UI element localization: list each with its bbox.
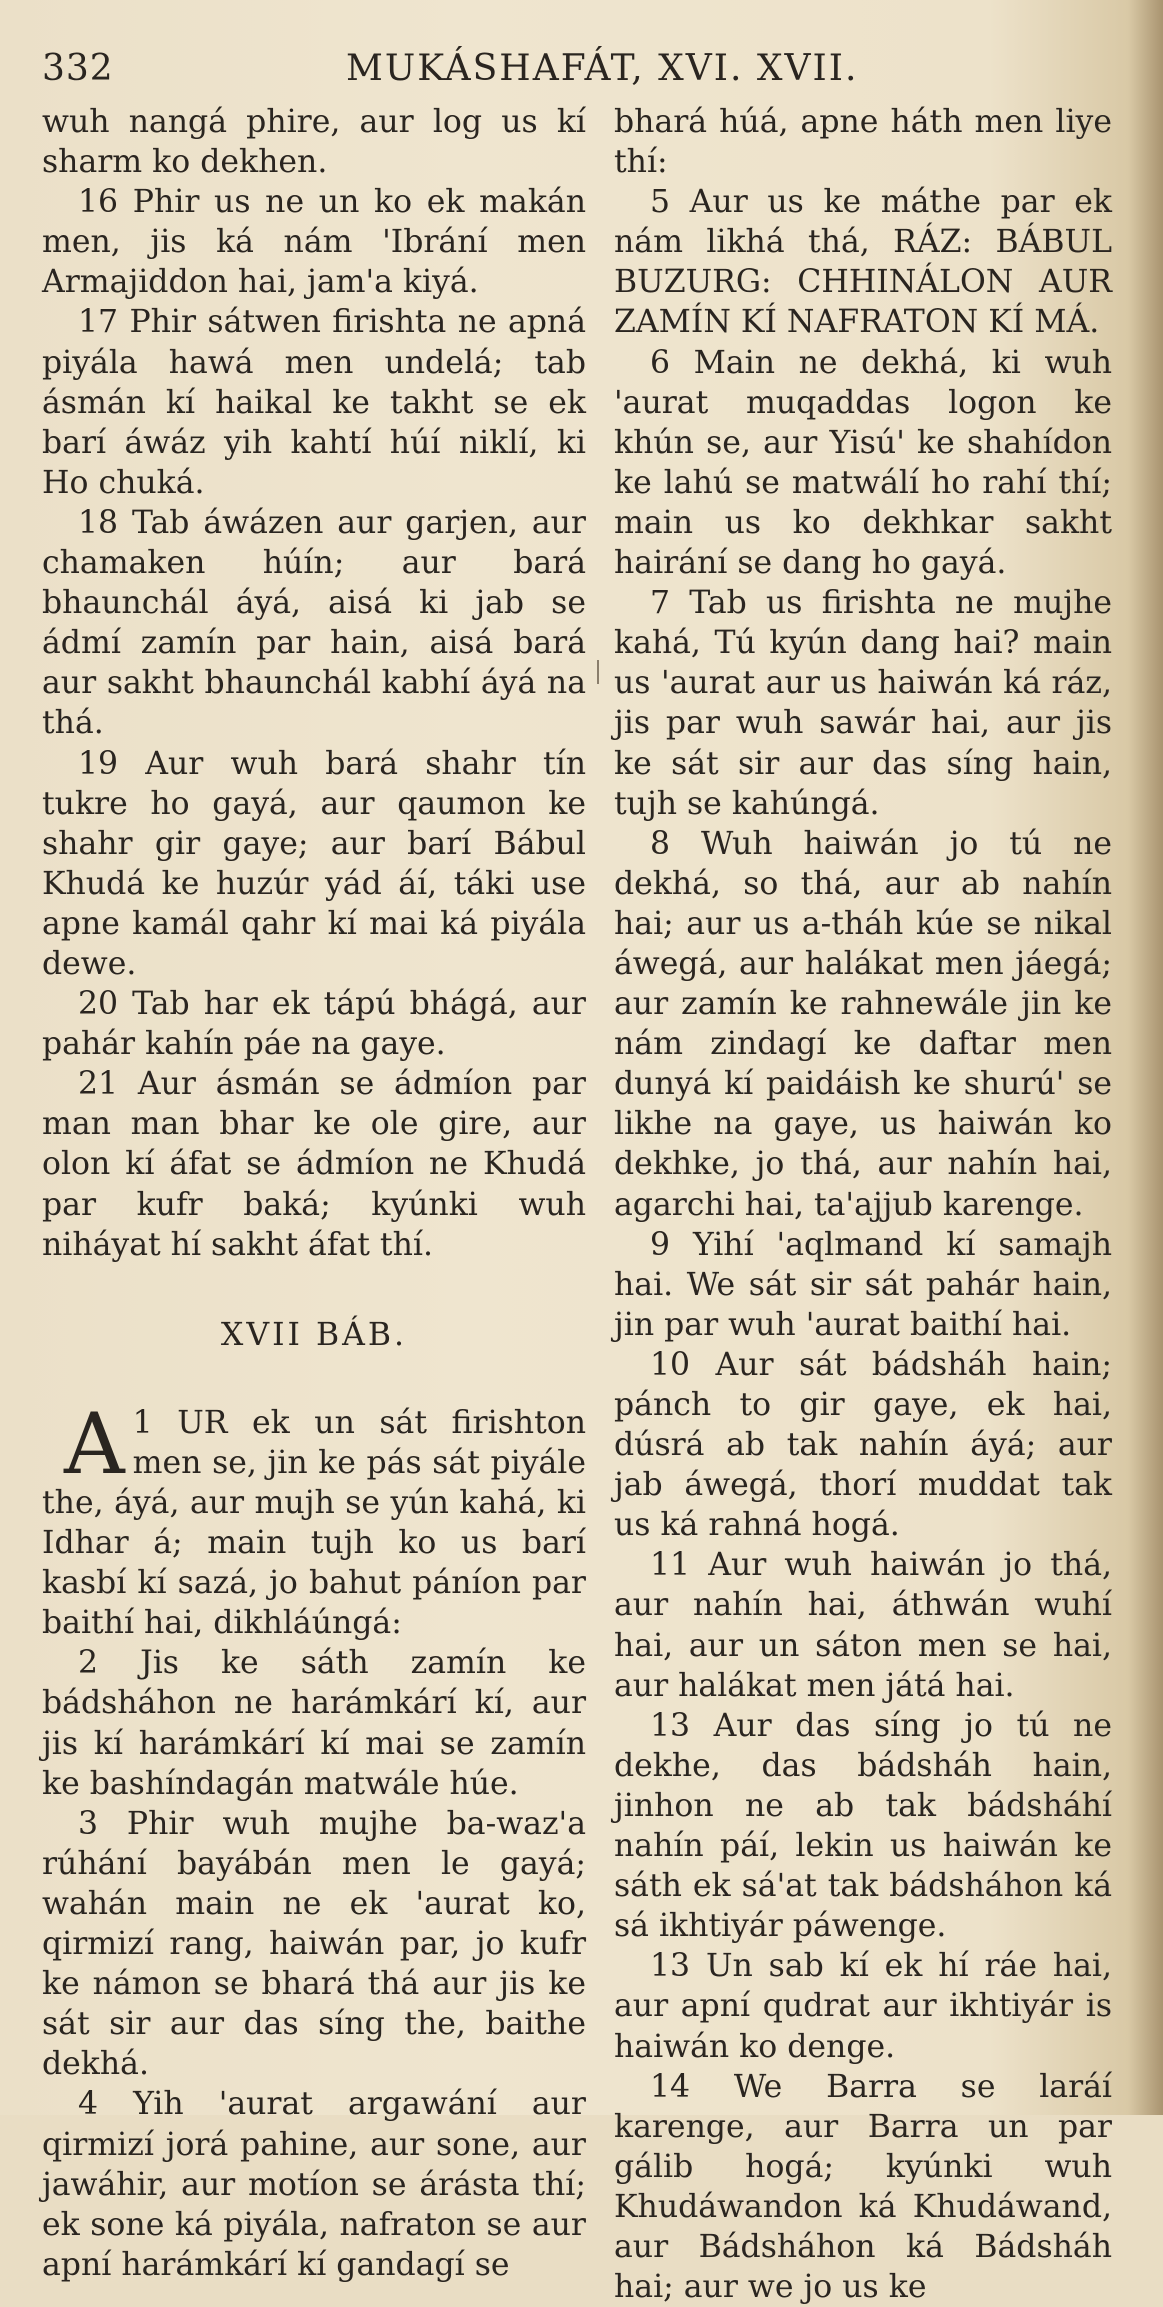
verse: 3 Phir wuh mujhe ba-waz'a rúhání bayábán men le gayá; wahán main ne ek 'aurat ko, qirmizí rang, haiwán par, jo kufr ke námon se bhará thá aur jis ke sát sir aur das síng the, baithe dekhá. <box>42 1805 586 2083</box>
first-verse-number: 1 <box>132 1404 153 1441</box>
continued-text: bhará húá, apne háth men liye thí: <box>614 104 1112 181</box>
verse: 10 Aur sát bádsháh hain; pánch to gir gaye, ek hai, dúsrá ab tak nahín áyá; aur jab áwegá, thorí muddat tak us ká rahná hogá. <box>614 1346 1112 1544</box>
verse: 19 Aur wuh bará shahr tín tukre ho gayá, aur qaumon ke shahr gir gaye; aur barí Bábul Khudá ke huzúr yád áí, táki use apne kamál qahr kí mai ká piyála dewe. <box>42 745 586 982</box>
verse: 18 Tab áwázen aur garjen, aur chamaken húín; aur bará bhaunchál áyá, aisá ki jab se ádmí zamín par hain, aisá bará aur sakht bhaunchál kabhí áyá na thá. <box>42 504 586 742</box>
page-number: 332 <box>42 48 114 89</box>
column-divider <box>597 660 599 684</box>
verse: 4 Yih 'aurat argawání aur qirmizí jorá pahine, aur sone, aur jawáhir, aur motíon se árásta thí; ek sone ká piyála, nafraton se aur apní harámkárí kí gandagí se <box>42 2086 586 2283</box>
first-verse-text: UR ek un sát firishton men se, jin ke pás sát piyále the, áyá, aur mujh se yún kahá, ki Idhar á; main tujh ko us barí kasbí kí sazá, jo bahut páníon par baithí hai, dikhláúngá: <box>42 1404 587 1642</box>
verse: 9 Yihí 'aqlmand kí samajh hai. We sát sir sát pahár hain, jin par wuh 'aurat baithí hai. <box>614 1226 1112 1343</box>
chapter-heading: XVII BÁB. <box>220 1316 408 1353</box>
verse: 8 Wuh haiwán jo tú ne dekhá, so thá, aur ab nahín hai; aur us a-tháh kúe se nikal áwegá, aur halákat men jáegá; aur zamín ke rahnewále jin ke nám zindagí ke daftar men dunyá kí paidáish ke shurú' se likhe na gaye, us haiwán ko dekhke, jo thá, aur nahín hai, agarchi hai, ta'ajjub karenge. <box>614 825 1112 1223</box>
verse: 11 Aur wuh haiwán jo thá, aur nahín hai, áthwán wuhí hai, aur un sáton men se hai, aur halákat men játá hai. <box>614 1547 1112 1704</box>
verse-list <box>614 182 1112 2307</box>
verse: 7 Tab us firishta ne mujhe kahá, Tú kyún dang hai? main us 'aurat aur us haiwán ká ráz, jis par wuh sawár hai, aur jis ke sát sir aur das síng hain, tujh se kahúngá. <box>614 585 1112 822</box>
verse-list-after-chapter <box>42 1643 586 2285</box>
verse: 21 Aur ásmán se ádmíon par man man bhar ke ole gire, aur olon kí áfat se ádmíon ne Khudá par kufr baká; kyúnki wuh niháyat hí sakht áfat thí. <box>42 1066 586 1263</box>
page-header <box>42 48 1122 98</box>
verse: 13 Aur das síng jo tú ne dekhe, das bádsháh hain, jinhon ne ab tak bádsháhí nahín páí, lekin us haiwán ke sáth ek sá'at tak bádsháhon ká sá ikhtiyár páwenge. <box>614 1707 1112 1945</box>
running-title: MUKÁSHAFÁT, XVI. XVII. <box>346 48 859 89</box>
verse: 6 Main ne dekhá, ki wuh 'aurat muqaddas logon ke khún se, aur Yisú' ke shahídon ke lahú se matwálí ho rahí thí; main us ko dekhkar sakht hairání se dang ho gayá. <box>614 344 1112 582</box>
verse: 20 Tab har ek tápú bhágá, aur pahár kahín páe na gaye. <box>42 986 586 1063</box>
first-verse <box>42 1394 587 1644</box>
right-column <box>614 102 1112 2307</box>
verse: 2 Jis ke sáth zamín ke bádsháhon ne harámkárí kí, aur jis kí harámkárí kí mai se zamín ke bashíndagán matwále húe. <box>42 1645 586 1802</box>
verse-list-before-chapter <box>42 182 586 1265</box>
verse: 13 Un sab kí ek hí ráe hai, aur apní qudrat aur ikhtiyár is haiwán ko denge. <box>614 1948 1112 2065</box>
verse: 16 Phir us ne un ko ek makán men, jis ká nám 'Ibrání men Armajiddon hai, jam'a kiyá. <box>42 184 586 301</box>
verse: 17 Phir sátwen firishta ne apná piyála hawá men undelá; tab ásmán kí haikal ke takht se ek barí áwáz yih kahtí húí niklí, ki Ho chuká. <box>42 304 586 501</box>
verse: 14 We Barra se laráí karenge, aur Barra un par gálib hogá; kyúnki wuh Khudáwandon ká Khudáwand, aur Bádsháhon ká Bádsháh hai; aur we jo us ke <box>614 2068 1112 2306</box>
continued-text: wuh nangá phire, aur log us kí sharm ko dekhen. <box>42 104 586 181</box>
verse: 5 Aur us ke máthe par ek nám likhá thá, RÁZ: BÁBUL BUZURG: CHHINÁLON AUR ZAMÍN KÍ NAFRATON KÍ MÁ. <box>614 184 1112 341</box>
left-column <box>42 102 586 2285</box>
drop-cap-letter: A <box>64 1394 125 1493</box>
